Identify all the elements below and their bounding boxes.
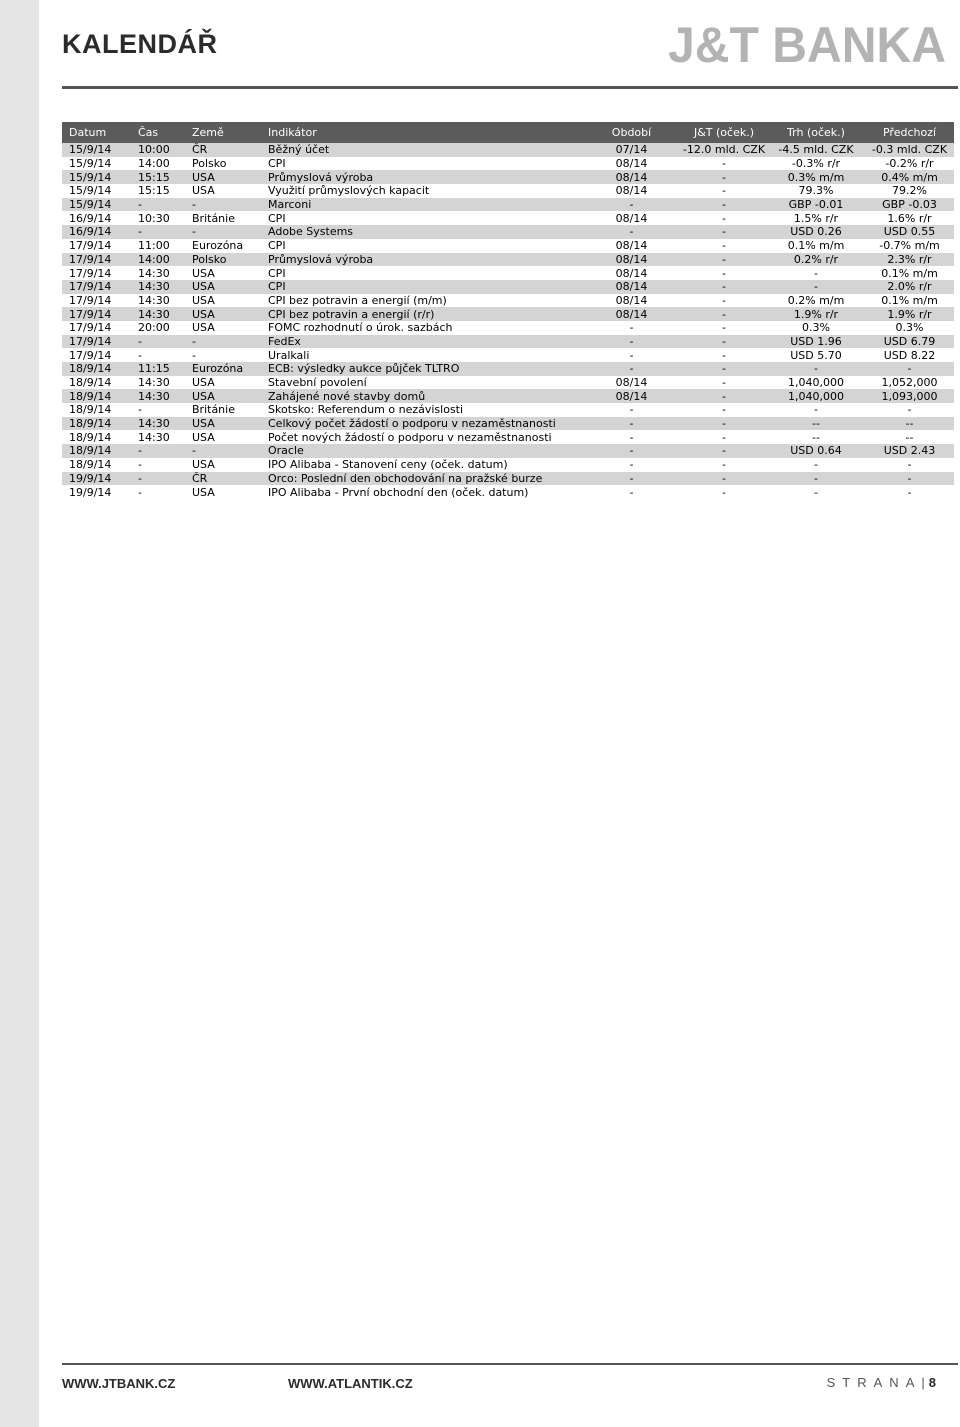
header-cas: Čas — [131, 122, 185, 143]
table-row — [62, 472, 954, 486]
cell-predchozi: -0.7% m/m — [865, 239, 954, 253]
cell-datum: 18/9/14 — [62, 362, 131, 376]
cell-trh-ocek: 0.2% r/r — [767, 253, 865, 267]
header-obdobi: Období — [582, 122, 681, 143]
cell-trh-ocek: 1.9% r/r — [767, 307, 865, 321]
cell-jt-ocek: - — [681, 211, 767, 225]
cell-cas: 14:30 — [131, 266, 185, 280]
cell-indikator: IPO Alibaba - Stanovení ceny (oček. datum) — [261, 458, 582, 472]
cell-datum: 17/9/14 — [62, 321, 131, 335]
table-row — [62, 321, 954, 335]
cell-obdobi: 08/14 — [582, 170, 681, 184]
page-indicator — [827, 1375, 936, 1390]
cell-predchozi: - — [865, 472, 954, 486]
cell-zeme: Eurozóna — [185, 362, 261, 376]
cell-jt-ocek: - — [681, 184, 767, 198]
cell-trh-ocek: 79.3% — [767, 184, 865, 198]
header-jt-ocek: J&T (oček.) — [681, 122, 767, 143]
cell-jt-ocek: - — [681, 239, 767, 253]
cell-cas: 11:00 — [131, 239, 185, 253]
cell-obdobi: - — [582, 444, 681, 458]
cell-zeme: - — [185, 444, 261, 458]
cell-zeme: Polsko — [185, 253, 261, 267]
cell-jt-ocek: - — [681, 335, 767, 349]
cell-cas: 15:15 — [131, 184, 185, 198]
table-row — [62, 239, 954, 253]
cell-zeme: USA — [185, 294, 261, 308]
cell-predchozi: 1.6% r/r — [865, 211, 954, 225]
cell-predchozi: - — [865, 458, 954, 472]
cell-trh-ocek: - — [767, 485, 865, 499]
cell-cas: - — [131, 472, 185, 486]
cell-zeme: - — [185, 348, 261, 362]
header-zeme: Země — [185, 122, 261, 143]
cell-zeme: USA — [185, 184, 261, 198]
cell-trh-ocek: 1.5% r/r — [767, 211, 865, 225]
cell-jt-ocek: - — [681, 348, 767, 362]
cell-jt-ocek: - — [681, 307, 767, 321]
cell-predchozi: USD 8.22 — [865, 348, 954, 362]
cell-datum: 18/9/14 — [62, 403, 131, 417]
cell-cas: - — [131, 198, 185, 212]
table-body — [62, 143, 954, 499]
atlantik-link[interactable]: WWW.ATLANTIK.CZ — [288, 1376, 413, 1391]
cell-obdobi: 08/14 — [582, 280, 681, 294]
cell-indikator: Průmyslová výroba — [261, 170, 582, 184]
cell-jt-ocek: - — [681, 485, 767, 499]
cell-indikator: CPI bez potravin a energií (m/m) — [261, 294, 582, 308]
page-separator: | — [921, 1375, 925, 1390]
cell-indikator: Průmyslová výroba — [261, 253, 582, 267]
cell-indikator: CPI — [261, 239, 582, 253]
cell-indikator: IPO Alibaba - První obchodní den (oček. datum) — [261, 485, 582, 499]
cell-jt-ocek: -12.0 mld. CZK — [682, 143, 766, 157]
table-row — [62, 458, 954, 472]
page-number: 8 — [928, 1375, 936, 1390]
cell-datum: 17/9/14 — [62, 335, 131, 349]
cell-cas: - — [131, 458, 185, 472]
cell-jt-ocek: - — [681, 253, 767, 267]
cell-indikator: CPI — [261, 211, 582, 225]
cell-cas: - — [131, 335, 185, 349]
header-trh-ocek: Trh (oček.) — [767, 122, 865, 143]
table-row — [62, 417, 954, 431]
cell-datum: 15/9/14 — [62, 143, 131, 157]
table-row — [62, 376, 954, 390]
cell-cas: 14:30 — [131, 430, 185, 444]
svg-text:J&T BANKA: J&T BANKA — [668, 17, 946, 73]
cell-trh-ocek: 0.3% m/m — [767, 170, 865, 184]
cell-predchozi: 1,093,000 — [865, 389, 954, 403]
cell-obdobi: 08/14 — [582, 376, 681, 390]
header-rule — [62, 86, 958, 89]
cell-predchozi: -- — [865, 417, 954, 431]
cell-obdobi: 08/14 — [582, 389, 681, 403]
cell-obdobi: 08/14 — [582, 294, 681, 308]
cell-jt-ocek: - — [681, 472, 767, 486]
cell-datum: 18/9/14 — [62, 444, 131, 458]
cell-predchozi: GBP -0.03 — [865, 198, 954, 212]
cell-trh-ocek: 0.3% — [767, 321, 865, 335]
cell-datum: 15/9/14 — [62, 170, 131, 184]
cell-cas: 14:30 — [131, 294, 185, 308]
table-row — [62, 485, 954, 499]
table-row — [62, 335, 954, 349]
cell-jt-ocek: - — [681, 417, 767, 431]
cell-jt-ocek: - — [681, 458, 767, 472]
cell-zeme: USA — [185, 485, 261, 499]
table-row — [62, 211, 954, 225]
cell-predchozi: USD 2.43 — [865, 444, 954, 458]
cell-cas: 10:00 — [131, 143, 185, 157]
cell-obdobi: - — [582, 417, 681, 431]
cell-cas: 11:15 — [131, 362, 185, 376]
cell-trh-ocek: 1,040,000 — [767, 389, 865, 403]
side-bar — [0, 0, 39, 1427]
table-header-row — [62, 122, 954, 143]
cell-zeme: USA — [185, 430, 261, 444]
cell-cas: 14:30 — [131, 417, 185, 431]
cell-predchozi: 0.4% m/m — [865, 170, 954, 184]
cell-obdobi: - — [582, 198, 681, 212]
table-row — [62, 348, 954, 362]
cell-indikator: FedEx — [261, 335, 582, 349]
cell-cas: 14:30 — [131, 280, 185, 294]
cell-trh-ocek: - — [767, 280, 865, 294]
cell-predchozi: -0.2% r/r — [865, 157, 954, 171]
cell-indikator: Stavební povolení — [261, 376, 582, 390]
cell-predchozi: -0.3 mld. CZK — [865, 143, 954, 157]
jtbank-link[interactable]: WWW.JTBANK.CZ — [62, 1376, 176, 1391]
cell-predchozi: 0.1% m/m — [865, 294, 954, 308]
cell-datum: 17/9/14 — [62, 239, 131, 253]
cell-zeme: USA — [185, 458, 261, 472]
cell-trh-ocek: USD 0.26 — [767, 225, 865, 239]
cell-obdobi: - — [582, 485, 681, 499]
cell-obdobi: 08/14 — [582, 211, 681, 225]
cell-predchozi: -- — [865, 430, 954, 444]
cell-jt-ocek: - — [681, 294, 767, 308]
table-row — [62, 225, 954, 239]
cell-datum: 16/9/14 — [62, 225, 131, 239]
cell-indikator: ECB: výsledky aukce půjček TLTRO — [261, 362, 582, 376]
cell-trh-ocek: 1,040,000 — [767, 376, 865, 390]
table-row — [62, 403, 954, 417]
cell-obdobi: - — [582, 335, 681, 349]
cell-datum: 17/9/14 — [62, 307, 131, 321]
cell-obdobi: 08/14 — [582, 307, 681, 321]
cell-trh-ocek: - — [767, 403, 865, 417]
cell-obdobi: - — [582, 403, 681, 417]
cell-cas: - — [131, 485, 185, 499]
cell-predchozi: 2.3% r/r — [865, 253, 954, 267]
cell-indikator: Běžný účet — [261, 143, 582, 157]
cell-obdobi: - — [582, 225, 681, 239]
cell-indikator: Oracle — [261, 444, 582, 458]
cell-obdobi: - — [582, 321, 681, 335]
cell-trh-ocek: GBP -0.01 — [767, 198, 865, 212]
cell-jt-ocek: - — [681, 430, 767, 444]
cell-predchozi: - — [865, 403, 954, 417]
cell-trh-ocek: USD 1.96 — [767, 335, 865, 349]
cell-trh-ocek: -4.5 mld. CZK — [767, 143, 865, 157]
cell-indikator: Orco: Poslední den obchodování na pražské burze — [261, 472, 582, 486]
cell-datum: 19/9/14 — [62, 472, 131, 486]
cell-predchozi: 79.2% — [865, 184, 954, 198]
cell-trh-ocek: 0.2% m/m — [767, 294, 865, 308]
cell-cas: 14:30 — [131, 376, 185, 390]
cell-datum: 18/9/14 — [62, 417, 131, 431]
cell-zeme: - — [185, 225, 261, 239]
cell-obdobi: 08/14 — [582, 157, 681, 171]
cell-predchozi: 0.1% m/m — [865, 266, 954, 280]
cell-cas: 14:00 — [131, 253, 185, 267]
cell-zeme: USA — [185, 376, 261, 390]
cell-datum: 17/9/14 — [62, 266, 131, 280]
cell-cas: - — [131, 403, 185, 417]
page-word: STRANA — [826, 1375, 922, 1390]
cell-datum: 18/9/14 — [62, 376, 131, 390]
cell-zeme: Británie — [185, 403, 261, 417]
cell-zeme: Británie — [185, 211, 261, 225]
table-row — [62, 170, 954, 184]
cell-obdobi: 07/14 — [582, 143, 681, 157]
cell-datum: 17/9/14 — [62, 253, 131, 267]
cell-predchozi: USD 6.79 — [865, 335, 954, 349]
cell-cas: 20:00 — [131, 321, 185, 335]
cell-obdobi: - — [582, 472, 681, 486]
cell-datum: 18/9/14 — [62, 389, 131, 403]
cell-datum: 18/9/14 — [62, 458, 131, 472]
cell-trh-ocek: - — [767, 266, 865, 280]
cell-indikator: Marconi — [261, 198, 582, 212]
cell-trh-ocek: USD 0.64 — [767, 444, 865, 458]
cell-indikator: Využití průmyslových kapacit — [261, 184, 582, 198]
cell-datum: 15/9/14 — [62, 198, 131, 212]
cell-indikator: Uralkali — [261, 348, 582, 362]
cell-obdobi: 08/14 — [582, 239, 681, 253]
cell-cas: 14:30 — [131, 389, 185, 403]
cell-predchozi: 2.0% r/r — [865, 280, 954, 294]
cell-jt-ocek: - — [681, 170, 767, 184]
cell-zeme: ČR — [185, 472, 261, 486]
header-predchozi: Předchozí — [865, 122, 954, 143]
cell-jt-ocek: - — [681, 389, 767, 403]
table-row — [62, 143, 954, 157]
cell-obdobi: - — [582, 458, 681, 472]
cell-predchozi: 1,052,000 — [865, 376, 954, 390]
cell-zeme: - — [185, 198, 261, 212]
cell-zeme: - — [185, 335, 261, 349]
cell-indikator: CPI bez potravin a energií (r/r) — [261, 307, 582, 321]
table-row — [62, 444, 954, 458]
cell-zeme: Eurozóna — [185, 239, 261, 253]
cell-datum: 19/9/14 — [62, 485, 131, 499]
cell-zeme: USA — [185, 389, 261, 403]
table-row — [62, 266, 954, 280]
cell-jt-ocek: - — [681, 321, 767, 335]
cell-datum: 15/9/14 — [62, 157, 131, 171]
page-title: KALENDÁŘ — [62, 29, 218, 59]
table-row — [62, 294, 954, 308]
cell-jt-ocek: - — [681, 376, 767, 390]
cell-predchozi: - — [865, 485, 954, 499]
cell-obdobi: 08/14 — [582, 266, 681, 280]
cell-cas: 15:15 — [131, 170, 185, 184]
cell-zeme: USA — [185, 170, 261, 184]
cell-predchozi: USD 0.55 — [865, 225, 954, 239]
cell-datum: 16/9/14 — [62, 211, 131, 225]
cell-cas: - — [131, 348, 185, 362]
table-row — [62, 157, 954, 171]
cell-indikator: Celkový počet žádostí o podporu v nezaměstnanosti — [261, 417, 582, 431]
cell-trh-ocek: -0.3% r/r — [767, 157, 865, 171]
cell-trh-ocek: 0.1% m/m — [767, 239, 865, 253]
cell-cas: 10:30 — [131, 211, 185, 225]
cell-jt-ocek: - — [681, 266, 767, 280]
cell-jt-ocek: - — [681, 280, 767, 294]
cell-predchozi: - — [865, 362, 954, 376]
table-row — [62, 307, 954, 321]
cell-datum: 17/9/14 — [62, 348, 131, 362]
cell-indikator: Adobe Systems — [261, 225, 582, 239]
cell-predchozi: 0.3% — [865, 321, 954, 335]
cell-zeme: USA — [185, 307, 261, 321]
cell-datum: 17/9/14 — [62, 294, 131, 308]
cell-obdobi: 08/14 — [582, 184, 681, 198]
cell-zeme: USA — [185, 417, 261, 431]
footer-rule — [62, 1363, 958, 1365]
cell-trh-ocek: - — [767, 458, 865, 472]
cell-datum: 17/9/14 — [62, 280, 131, 294]
cell-obdobi: - — [582, 430, 681, 444]
cell-jt-ocek: - — [681, 403, 767, 417]
cell-jt-ocek: - — [681, 198, 767, 212]
table-row — [62, 430, 954, 444]
table-row — [62, 280, 954, 294]
cell-zeme: USA — [185, 266, 261, 280]
cell-obdobi: - — [582, 362, 681, 376]
cell-trh-ocek: -- — [767, 430, 865, 444]
cell-zeme: ČR — [185, 143, 261, 157]
cell-trh-ocek: - — [767, 472, 865, 486]
cell-cas: 14:00 — [131, 157, 185, 171]
cell-jt-ocek: - — [681, 157, 767, 171]
cell-jt-ocek: - — [681, 225, 767, 239]
cell-obdobi: - — [582, 348, 681, 362]
cell-obdobi: 08/14 — [582, 253, 681, 267]
cell-zeme: Polsko — [185, 157, 261, 171]
cell-zeme: USA — [185, 280, 261, 294]
cell-indikator: Počet nových žádostí o podporu v nezaměstnanosti — [261, 430, 582, 444]
cell-predchozi: 1.9% r/r — [865, 307, 954, 321]
cell-jt-ocek: - — [681, 444, 767, 458]
cell-datum: 18/9/14 — [62, 430, 131, 444]
table-row — [62, 184, 954, 198]
cell-jt-ocek: - — [681, 362, 767, 376]
table-row — [62, 362, 954, 376]
cell-indikator: FOMC rozhodnutí o úrok. sazbách — [261, 321, 582, 335]
table-row — [62, 253, 954, 267]
jt-banka-logo — [668, 17, 950, 73]
cell-zeme: USA — [185, 321, 261, 335]
cell-indikator: Zahájené nové stavby domů — [261, 389, 582, 403]
header-datum: Datum — [62, 122, 131, 143]
cell-indikator: Skotsko: Referendum o nezávislosti — [261, 403, 582, 417]
cell-indikator: CPI — [261, 280, 582, 294]
cell-datum: 15/9/14 — [62, 184, 131, 198]
cell-trh-ocek: USD 5.70 — [767, 348, 865, 362]
cell-trh-ocek: -- — [767, 417, 865, 431]
economic-calendar-table — [62, 122, 954, 499]
cell-cas: 14:30 — [131, 307, 185, 321]
cell-trh-ocek: - — [767, 362, 865, 376]
table-row — [62, 389, 954, 403]
table-row — [62, 198, 954, 212]
cell-cas: - — [131, 225, 185, 239]
cell-indikator: CPI — [261, 157, 582, 171]
header-indikator: Indikátor — [261, 122, 582, 143]
cell-cas: - — [131, 444, 185, 458]
cell-indikator: CPI — [261, 266, 582, 280]
